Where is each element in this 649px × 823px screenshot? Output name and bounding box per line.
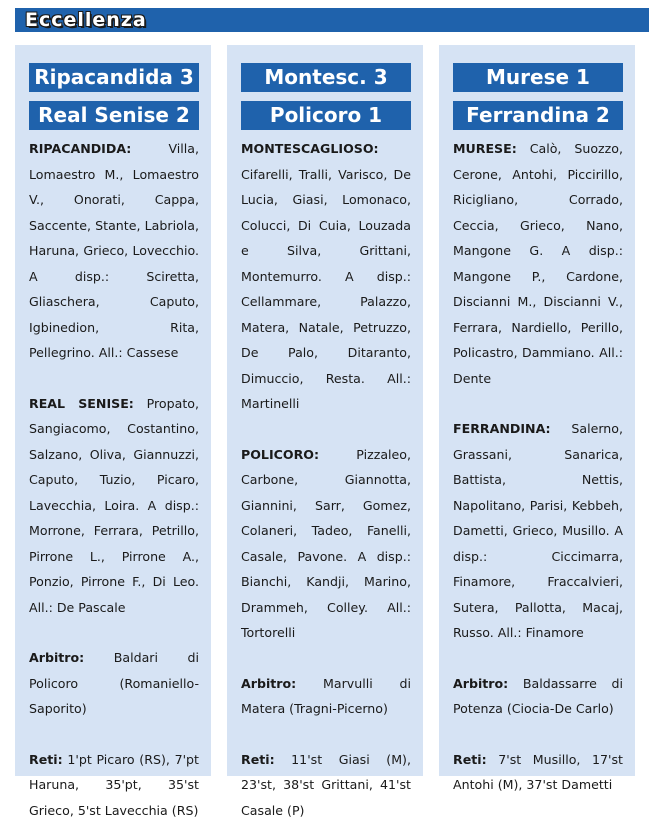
home-team-label: MONTESCAGLIOSO:: [241, 141, 379, 156]
section-title: Eccellenza: [25, 9, 147, 31]
referee: Baldassarre di Potenza (Ciocia-De Carlo): [453, 676, 623, 717]
referee-label: Arbitro:: [29, 650, 84, 665]
goals-paragraph: [29, 747, 199, 823]
away-lineup-paragraph: [453, 416, 623, 646]
referee: Marvulli di Matera (Tragni-Picerno): [241, 676, 411, 717]
match-column-2: [227, 45, 423, 776]
home-lineup-paragraph: [241, 136, 411, 417]
home-lineup: Calò, Suozzo, Cerone, Antohi, Piccirillo, Ricigliano, Corrado, Ceccia, Grieco, Nano, Mangone G. A disp.: Mangone P., Cardone, Discianni M., Discianni V., Ferrara, Nardiello, Perillo, Policastro, Dammiano. All.: Dente: [453, 141, 623, 386]
away-lineup-paragraph: [29, 391, 199, 621]
home-lineup: Villa, Lomaestro M., Lomaestro V., Onorati, Cappa, Saccente, Stante, Labriola, Haruna, Grieco, Lovecchio. A disp.: Sciretta, Gliaschera, Caputo, Igbinedion, Rita, Pellegrino. All.: Cassese: [29, 141, 199, 360]
home-lineup-paragraph: [453, 136, 623, 391]
away-team-label: POLICORO:: [241, 447, 319, 462]
section-header-bar: [15, 8, 649, 32]
home-team-label: RIPACANDIDA:: [29, 141, 131, 156]
home-team-label: MURESE:: [453, 141, 517, 156]
referee-paragraph: [241, 671, 411, 722]
goals-label: Reti:: [29, 752, 63, 767]
away-lineup: Pizzaleo, Carbone, Giannotta, Giannini, Sarr, Gomez, Colaneri, Tadeo, Fanelli, Casale, Pavone. A disp.: Bianchi, Kandji, Marino, Drammeh, Colley. All.: Tortorelli: [241, 447, 411, 641]
goals: 1'pt Picaro (RS), 7'pt Haruna, 35'pt, 35'st Grieco, 5'st Lavecchia (RS): [29, 752, 199, 818]
referee-label: Arbitro:: [241, 676, 296, 691]
away-lineup-paragraph: [241, 442, 411, 646]
goals-label: Reti:: [453, 752, 487, 767]
away-lineup: Salerno, Grassani, Sanarica, Battista, Nettis, Napolitano, Parisi, Kebbeh, Dametti, Grieco, Musillo. A disp.: Ciccimarra, Finamore, Fraccalvieri, Sutera, Pallotta, Macaj, Russo. All.: Finamore: [453, 421, 623, 640]
goals-paragraph: [241, 747, 411, 823]
referee-label: Arbitro:: [453, 676, 508, 691]
away-team-label: REAL SENISE:: [29, 396, 134, 411]
goals: 11'st Giasi (M), 23'st, 38'st Grittani, 41'st Casale (P): [241, 752, 411, 818]
home-score-banner: Ripacandida 3: [29, 63, 199, 92]
away-lineup: Propato, Sangiacomo, Costantino, Salzano, Oliva, Giannuzzi, Caputo, Tuzio, Picaro, Lavecchia, Loira. A disp.: Morrone, Ferrara, Petrillo, Pirrone L., Pirrone A., Ponzio, Pirrone F., Di Leo. All.: De Pascale: [29, 396, 199, 615]
home-score-banner: Murese 1: [453, 63, 623, 92]
referee-paragraph: [29, 645, 199, 722]
goals: 7'st Musillo, 17'st Antohi (M), 37'st Dametti: [453, 752, 623, 793]
goals-label: Reti:: [241, 752, 275, 767]
away-score-banner: Policoro 1: [241, 101, 411, 130]
match-column-1: [15, 45, 211, 776]
match-report: [453, 136, 623, 798]
match-column-3: [439, 45, 635, 776]
home-lineup: Cifarelli, Tralli, Varisco, De Lucia, Giasi, Lomonaco, Colucci, Di Cuia, Louzada e Silva, Grittani, Montemurro. A disp.: Cellammare, Palazzo, Matera, Natale, Petruzzo, De Palo, Ditaranto, Dimuccio, Resta. All.: Martinelli: [241, 167, 411, 412]
away-team-label: FERRANDINA:: [453, 421, 551, 436]
goals-paragraph: [453, 747, 623, 798]
referee-paragraph: [453, 671, 623, 722]
referee: Baldari di Policoro (Romaniello-Saporito): [29, 650, 199, 716]
match-report: [241, 136, 411, 823]
away-score-banner: Ferrandina 2: [453, 101, 623, 130]
away-score-banner: Real Senise 2: [29, 101, 199, 130]
home-score-banner: Montesc. 3: [241, 63, 411, 92]
home-lineup-paragraph: [29, 136, 199, 366]
match-report: [29, 136, 199, 823]
